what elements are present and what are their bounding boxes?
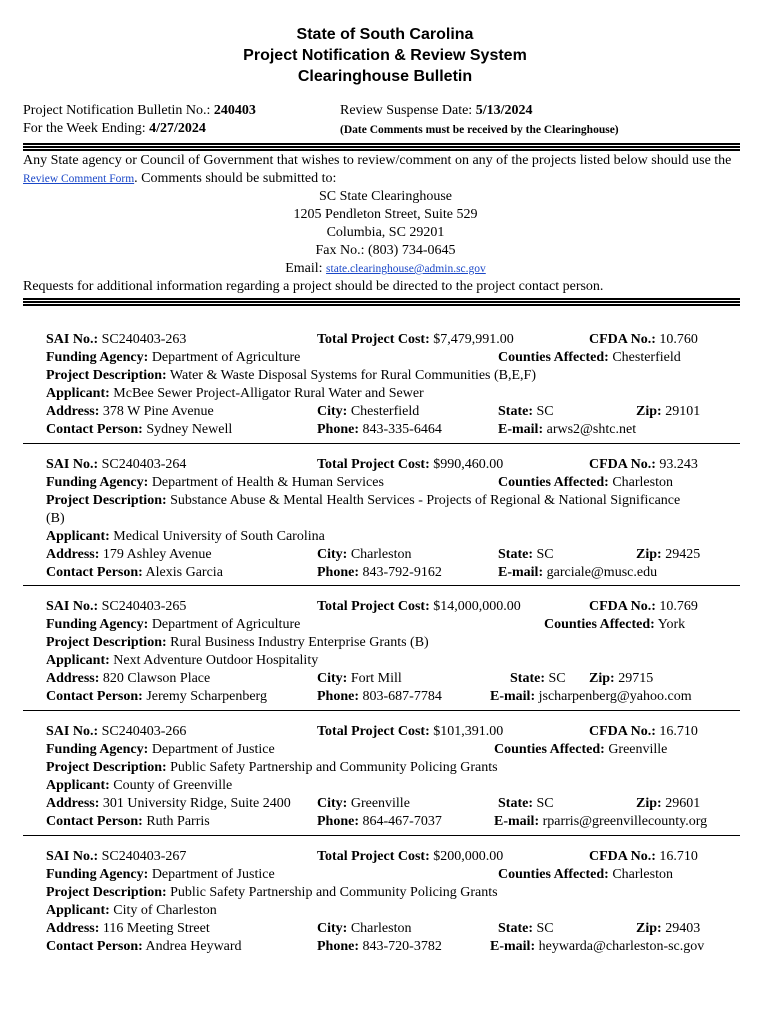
counties-affected: Counties Affected: York	[544, 617, 686, 632]
funding-agency: Funding Agency: Department of Agriculture	[46, 350, 301, 365]
phone: Phone: 864-467-7037	[317, 814, 442, 829]
city: City: Fort Mill	[317, 671, 402, 686]
intro-divider	[23, 298, 740, 307]
project-separator	[23, 710, 740, 711]
phone: Phone: 843-792-9162	[317, 565, 442, 580]
project-row-2	[46, 349, 746, 367]
contact-person: Contact Person: Sydney Newell	[46, 422, 233, 437]
address: Address: 820 Clawson Place	[46, 671, 211, 686]
funding-agency: Funding Agency: Department of Justice	[46, 742, 275, 757]
email-line: Email: state.clearinghouse@admin.sc.gov	[285, 261, 486, 276]
applicant: Applicant: County of Greenville	[46, 778, 233, 793]
project-entry	[46, 456, 746, 582]
contact-person: Contact Person: Jeremy Scharpenberg	[46, 689, 267, 704]
project-row-1	[46, 456, 746, 474]
project-row-1	[46, 848, 746, 866]
project-row-contact	[46, 938, 746, 956]
project-separator	[23, 585, 740, 586]
intro-text: Any State agency or Council of Government that wishes to review/comment on any of the projects listed below should use the Review Comment Form. Comments should be submitted to:	[23, 153, 732, 186]
suspense-date: Review Suspense Date: 5/13/2024	[340, 103, 533, 118]
project-row-address	[46, 403, 746, 421]
review-comment-form-link[interactable]: Review Comment Form	[23, 173, 135, 185]
project-row-address	[46, 795, 746, 813]
week-ending-value: 4/27/2024	[149, 121, 206, 136]
counties-affected: Counties Affected: Charleston	[498, 867, 673, 882]
fax-number: Fax No.: (803) 734-0645	[315, 243, 456, 258]
sai-number: SAI No.: SC240403-264	[46, 457, 187, 472]
zip: Zip: 29101	[636, 404, 701, 419]
sai-number: SAI No.: SC240403-266	[46, 724, 187, 739]
project-row-1	[46, 331, 746, 349]
applicant: Applicant: McBee Sewer Project-Alligator Rural Water and Sewer	[46, 386, 424, 401]
applicant: Applicant: Medical University of South Carolina	[46, 529, 325, 544]
header-divider	[23, 143, 740, 152]
funding-agency: Funding Agency: Department of Agriculture	[46, 617, 301, 632]
project-description: Project Description: Public Safety Partnership and Community Policing Grants	[46, 760, 498, 775]
counties-affected: Counties Affected: Chesterfield	[498, 350, 681, 365]
counties-affected: Counties Affected: Charleston	[498, 475, 673, 490]
project-row-1	[46, 723, 746, 741]
title-line-1: State of South Carolina	[296, 26, 474, 43]
project-description: Project Description: Substance Abuse & Mental Health Services - Projects of Regional & National Significance (B)	[46, 493, 681, 526]
project-entry	[46, 331, 746, 439]
contact-person: Contact Person: Alexis Garcia	[46, 565, 223, 580]
total-cost: Total Project Cost: $990,460.00	[317, 457, 504, 472]
clearinghouse-email-link[interactable]: state.clearinghouse@admin.sc.gov	[326, 263, 486, 275]
week-ending: For the Week Ending: 4/27/2024	[23, 121, 206, 136]
address-line-2: 1205 Pendleton Street, Suite 529	[293, 207, 478, 222]
project-separator	[23, 443, 740, 444]
state: State: SC	[498, 796, 554, 811]
state: State: SC	[498, 921, 554, 936]
funding-agency: Funding Agency: Department of Justice	[46, 867, 275, 882]
cfda-number: CFDA No.: 16.710	[589, 849, 698, 864]
state: State: SC	[498, 404, 554, 419]
email: E-mail: garciale@musc.edu	[498, 565, 658, 580]
suspense-note: (Date Comments must be received by the Clearinghouse)	[340, 124, 619, 136]
contact-person: Contact Person: Ruth Parris	[46, 814, 210, 829]
project-description: Project Description: Public Safety Partnership and Community Policing Grants	[46, 885, 498, 900]
address: Address: 179 Ashley Avenue	[46, 547, 212, 562]
applicant: Applicant: City of Charleston	[46, 903, 217, 918]
zip: Zip: 29601	[636, 796, 701, 811]
project-row-1	[46, 598, 746, 616]
zip: Zip: 29425	[636, 547, 701, 562]
address: Address: 378 W Pine Avenue	[46, 404, 214, 419]
bulletin-number-value: 240403	[213, 103, 256, 118]
requests-note: Requests for additional information regarding a project should be directed to the project contact person.	[23, 279, 604, 294]
cfda-number: CFDA No.: 93.243	[589, 457, 698, 472]
project-row-contact	[46, 421, 746, 439]
city: City: Greenville	[317, 796, 410, 811]
project-row-2	[46, 866, 746, 884]
intro-section	[23, 152, 748, 296]
city: City: Charleston	[317, 547, 412, 562]
zip: Zip: 29403	[636, 921, 701, 936]
contact-person: Contact Person: Andrea Heyward	[46, 939, 242, 954]
address: Address: 116 Meeting Street	[46, 921, 210, 936]
project-entry	[46, 723, 746, 831]
project-entry	[46, 848, 746, 956]
email: E-mail: arws2@shtc.net	[498, 422, 637, 437]
applicant: Applicant: Next Adventure Outdoor Hospitality	[46, 653, 319, 668]
suspense-date-value: 5/13/2024	[475, 103, 533, 118]
project-entry	[46, 598, 746, 706]
project-row-contact	[46, 688, 746, 706]
email: E-mail: rparris@greenvillecounty.org	[494, 814, 708, 829]
email: E-mail: jscharpenberg@yahoo.com	[490, 689, 692, 704]
address-line-1: SC State Clearinghouse	[319, 189, 452, 204]
funding-agency: Funding Agency: Department of Health & Human Services	[46, 475, 384, 490]
city: City: Chesterfield	[317, 404, 420, 419]
total-cost: Total Project Cost: $200,000.00	[317, 849, 504, 864]
sai-number: SAI No.: SC240403-267	[46, 849, 187, 864]
project-row-2	[46, 741, 746, 759]
project-row-contact	[46, 564, 746, 582]
city: City: Charleston	[317, 921, 412, 936]
cfda-number: CFDA No.: 10.769	[589, 599, 698, 614]
phone: Phone: 843-335-6464	[317, 422, 442, 437]
cfda-number: CFDA No.: 16.710	[589, 724, 698, 739]
state: State: SC	[510, 671, 566, 686]
phone: Phone: 843-720-3782	[317, 939, 442, 954]
sai-number: SAI No.: SC240403-263	[46, 332, 187, 347]
address-line-3: Columbia, SC 29201	[326, 225, 445, 240]
state: State: SC	[498, 547, 554, 562]
project-row-address	[46, 546, 746, 564]
project-row-address	[46, 920, 746, 938]
email: E-mail: heywarda@charleston-sc.gov	[490, 939, 705, 954]
counties-affected: Counties Affected: Greenville	[494, 742, 668, 757]
zip: Zip: 29715	[589, 671, 654, 686]
project-separator	[23, 835, 740, 836]
project-description: Project Description: Water & Waste Disposal Systems for Rural Communities (B,E,F)	[46, 368, 537, 383]
project-description: Project Description: Rural Business Industry Enterprise Grants (B)	[46, 635, 429, 650]
project-row-contact	[46, 813, 746, 831]
project-row-address	[46, 670, 746, 688]
sai-number: SAI No.: SC240403-265	[46, 599, 187, 614]
total-cost: Total Project Cost: $7,479,991.00	[317, 332, 514, 347]
bulletin-number: Project Notification Bulletin No.: 240403	[23, 103, 256, 118]
total-cost: Total Project Cost: $14,000,000.00	[317, 599, 521, 614]
project-row-2	[46, 616, 746, 634]
total-cost: Total Project Cost: $101,391.00	[317, 724, 504, 739]
title-line-2: Project Notification & Review System	[243, 47, 527, 64]
project-row-2	[46, 474, 746, 492]
address: Address: 301 University Ridge, Suite 2400	[46, 796, 291, 811]
cfda-number: CFDA No.: 10.760	[589, 332, 698, 347]
title-line-3: Clearinghouse Bulletin	[297, 68, 473, 85]
phone: Phone: 803-687-7784	[317, 689, 442, 704]
page-title	[0, 24, 770, 87]
